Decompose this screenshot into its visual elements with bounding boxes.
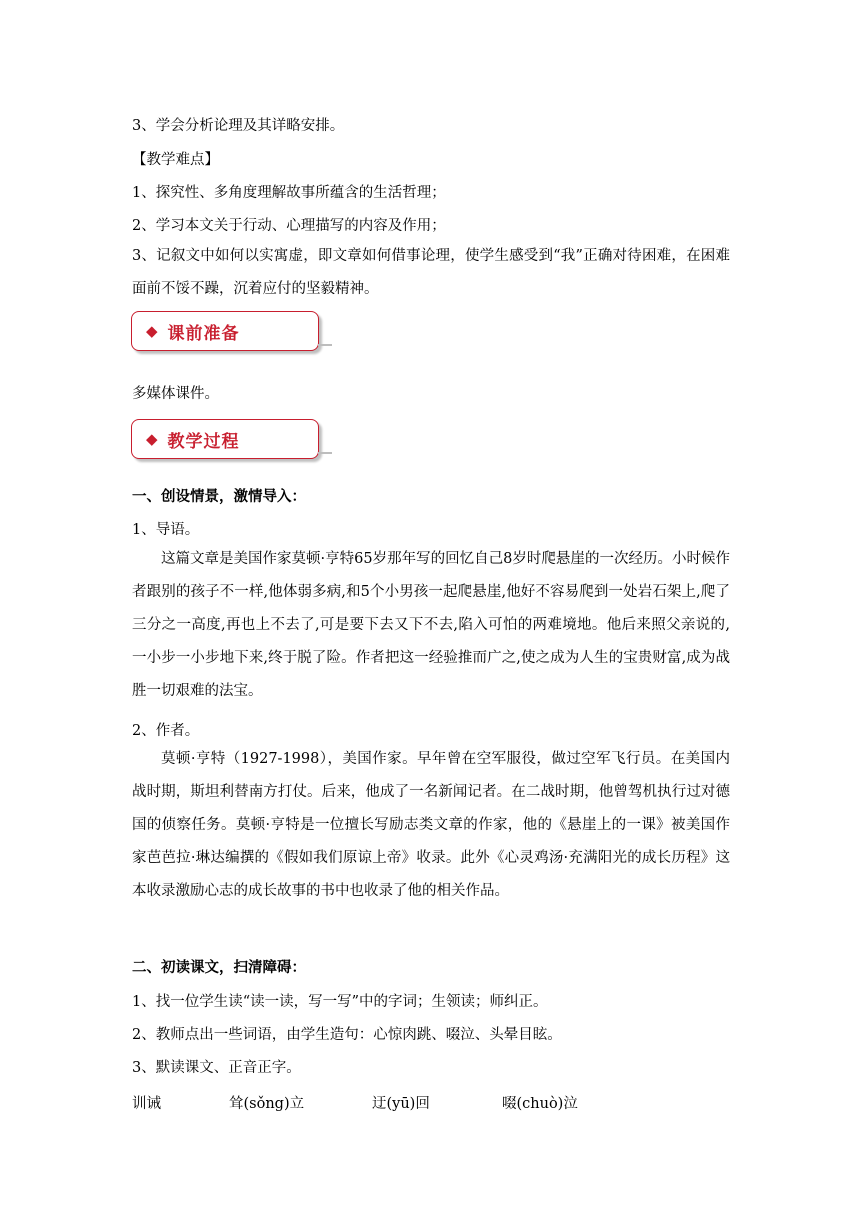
word-cell: 迂(yū)回 [372,1096,430,1112]
diamond-icon: ◆ [146,430,158,448]
section1-para1: 这篇文章是美国作家莫顿·亨特65岁那年写的回忆自己8岁时爬悬崖的一次经历。小时候作者跟别的孩子不一样,他体弱多病,和5个小男孩一起爬悬崖,他好不容易爬到一处岩石架上,爬了三分之一高度,再也上不去了,可是要下去又下不去,陷入可怕的两难境地。他后来照父亲说的,一小步一小步地下来,终于脱了险。作者把这一经验推而广之,使之成为人生的宝贵财富,成为战胜一切艰难的法宝。 [132,551,730,699]
word-cell: 耸(sǒng)立 [229,1096,305,1112]
section1-para2: 莫顿·亨特（1927-1998），美国作家。早年曾在空军服役，做过空军飞行员。在美国内战时期，斯坦利替南方打仗。后来，他成了一名新闻记者。在二战时期，他曾驾机执行过对德国的侦察任务。莫顿·亨特是一位擅长写励志类文章的作家，他的《悬崖上的一课》被美国作家芭芭拉·琳达编撰的《假如我们原谅上帝》收录。此外《心灵鸡汤·充满阳光的成长历程》这本收录激励心志的成长故事的书中也收录了他的相关作品。 [132,751,730,899]
difficulties-heading: 【教学难点】 [132,152,219,168]
section1-sub2: 2、作者。 [132,723,200,739]
preparation-banner [131,311,319,351]
difficulty-item-3: 3、记叙文中如何以实寓虚，即文章如何借事论理，使学生感受到“我”正确对待困难，在困难面前不馁不躁，沉着应付的坚毅精神。 [132,248,730,297]
process-banner [131,419,319,459]
section2-item2: 2、教师点出一些词语，由学生造句：心惊肉跳、啜泣、头晕目眩。 [132,1027,562,1043]
difficulty-item-1: 1、探究性、多角度理解故事所蕴含的生活哲理； [132,185,446,201]
section1-sub1: 1、导语。 [132,522,200,538]
section1-heading: 一、创设情景，激情导入： [132,488,306,505]
diamond-icon: ◆ [146,322,158,340]
section2-item3: 3、默读课文、正音正字。 [132,1060,301,1076]
preparation-content: 多媒体课件。 [132,386,219,402]
banner-rule [318,452,332,454]
difficulty-item-2: 2、学习本文关于行动、心理描写的内容及作用； [132,218,446,234]
word-cell: 啜(chuò)泣 [502,1096,578,1112]
objective-item-3: 3、学会分析论理及其详略安排。 [132,118,345,134]
section2-item1: 1、找一位学生读“读一读，写一写”中的字词；生领读；师纠正。 [132,994,548,1010]
process-title: 教学过程 [167,431,240,452]
section2-heading: 二、初读课文，扫清障碍： [132,959,306,976]
preparation-title: 课前准备 [167,323,240,344]
word-cell: 训诫 [132,1096,161,1112]
banner-rule [318,344,332,346]
